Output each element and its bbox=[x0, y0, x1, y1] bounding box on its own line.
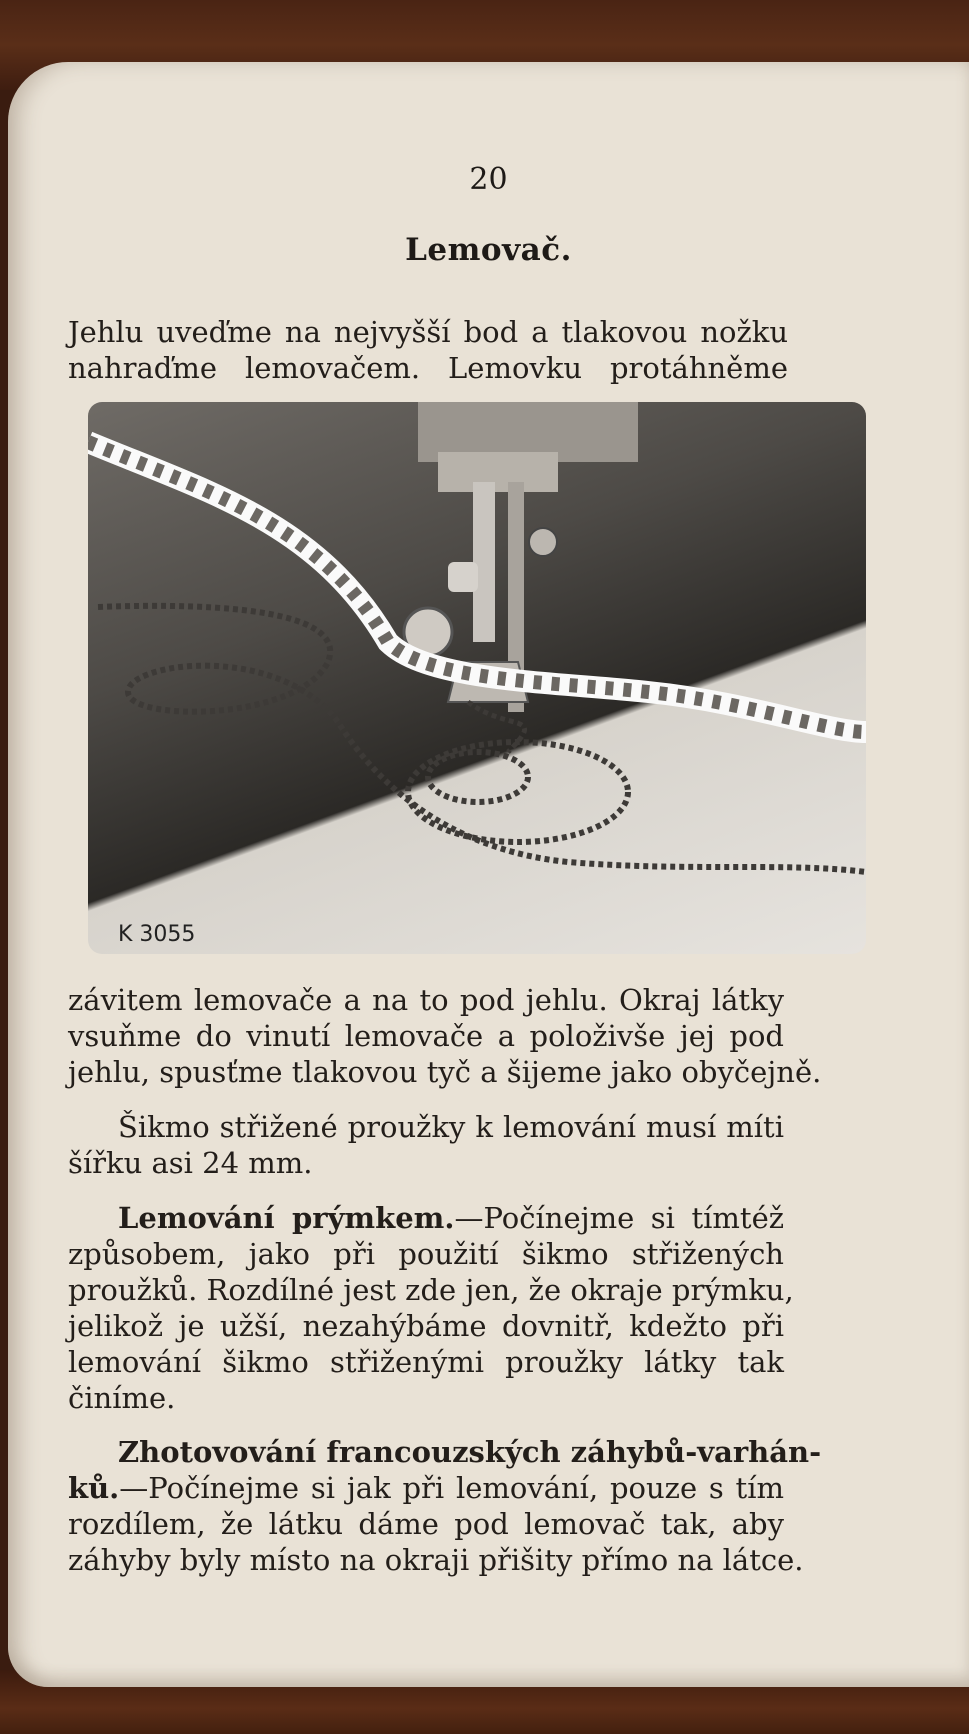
paragraph-2-line-1: Šikmo střižené proužky k lemování musí míti bbox=[118, 1110, 784, 1144]
paragraph-1-line-1: závitem lemovače a na to pod jehlu. Okraj látky bbox=[68, 983, 784, 1017]
machine-head bbox=[438, 452, 558, 492]
paragraph-4 bbox=[68, 1434, 822, 1578]
intro-line-1: Jehlu uveďme na nejvyšší bod a tlakovou nožku bbox=[68, 315, 788, 349]
paragraph-3 bbox=[68, 1200, 794, 1416]
paragraph-3-line-2: způsobem, jako při použití šikmo střižených bbox=[68, 1237, 784, 1271]
tension-knob bbox=[529, 528, 557, 556]
paragraph-3-line-3: proužků. Rozdílné jest zde jen, že okraje prýmku, bbox=[68, 1273, 794, 1307]
paragraph-1-line-2: vsuňme do vinutí lemovače a položivše jej pod bbox=[68, 1019, 784, 1053]
section-heading: Lemovač. bbox=[405, 232, 572, 268]
paragraph-3-line-4: jelikož je užší, nezahýbáme dovnitř, kdežto při bbox=[68, 1309, 784, 1343]
paragraph-3-line-5: lemování šikmo střiženými proužky látky tak bbox=[68, 1345, 784, 1379]
sewing-machine-illustration bbox=[88, 402, 866, 954]
paragraph-4-line-4: záhyby byly místo na okraji přišity přímo na látce. bbox=[68, 1543, 804, 1577]
paragraph-4-heading-line-2: ků. bbox=[68, 1471, 120, 1505]
paragraph-2-line-2: šířku asi 24 mm. bbox=[68, 1146, 313, 1180]
intro-paragraph bbox=[68, 314, 788, 386]
paragraph-4-line-2 bbox=[68, 1470, 784, 1506]
cord-loop-small bbox=[428, 752, 528, 802]
paragraph-4-line-2-rest: —Počínejme si jak při lemování, pouze s tím bbox=[119, 1471, 784, 1505]
clamp-screw bbox=[448, 562, 478, 592]
intro-line-2: nahraďme lemovačem. Lemovku protáhněme bbox=[68, 351, 788, 385]
paragraph-1 bbox=[68, 982, 822, 1090]
paragraph-3-line-6: činíme. bbox=[68, 1381, 176, 1415]
paragraph-3-line-1 bbox=[68, 1200, 784, 1236]
figure-label: K 3055 bbox=[118, 922, 196, 947]
paragraph-1-line-3: jehlu, spusťme tlakovou tyč a šijeme jako obyčejně. bbox=[68, 1055, 822, 1089]
paragraph-3-line-1-rest: —Počínejme si tímtéž bbox=[454, 1201, 785, 1235]
braided-cord bbox=[98, 606, 866, 872]
paragraph-3-heading: Lemování prýmkem. bbox=[118, 1201, 455, 1235]
page-number: 20 bbox=[469, 162, 508, 197]
paragraph-4-line-3: rozdílem, že látku dáme pod lemovač tak, aby bbox=[68, 1507, 784, 1541]
sewing-machine-drawing bbox=[88, 402, 866, 954]
paragraph-4-heading-line-1: Zhotovování francouzských záhybů-varhán- bbox=[118, 1435, 822, 1469]
paragraph-2 bbox=[68, 1109, 784, 1181]
presser-bar bbox=[473, 482, 495, 642]
book-page bbox=[8, 62, 969, 1687]
